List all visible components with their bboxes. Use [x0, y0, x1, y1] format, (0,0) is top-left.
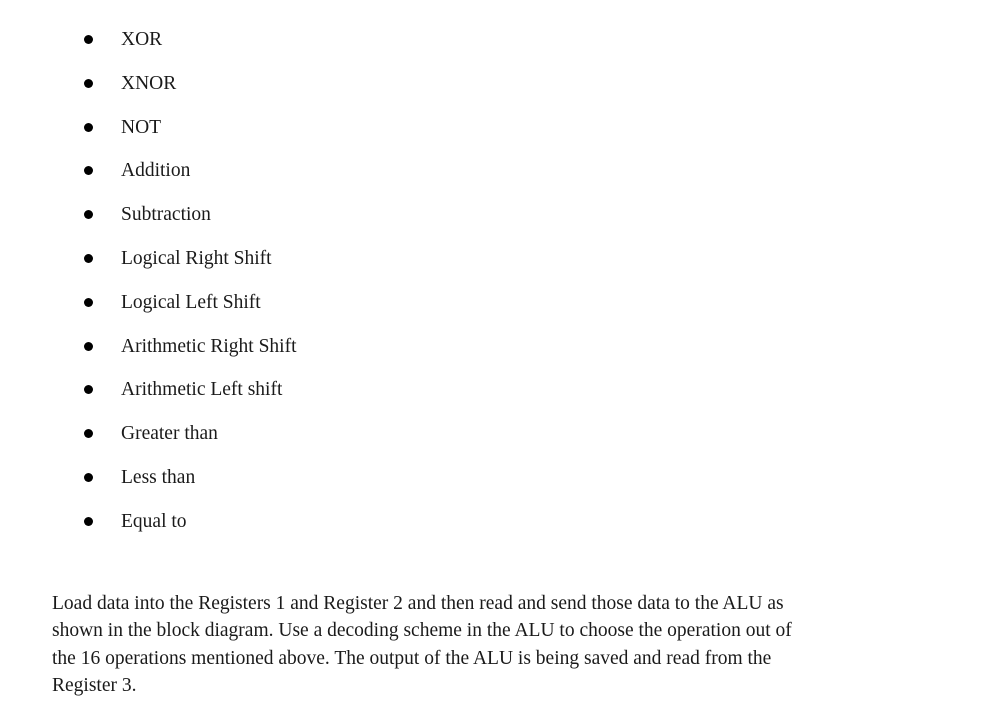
list-item-label: Less than [121, 466, 196, 488]
list-item-label: Addition [121, 160, 191, 182]
bullet-icon [84, 210, 93, 219]
bullet-icon [84, 473, 93, 482]
bullet-icon [84, 429, 93, 438]
list-item-label: Equal to [121, 510, 187, 532]
bullet-icon [84, 385, 93, 394]
bullet-icon [84, 166, 93, 175]
paragraph-line: the 16 operations mentioned above. The output of the ALU is being saved and read from the [52, 647, 772, 669]
bullet-icon [84, 342, 93, 351]
list-item-label: Arithmetic Left shift [121, 379, 283, 401]
list-item-label: Subtraction [121, 204, 211, 226]
paragraph-line: Load data into the Registers 1 and Register 2 and then read and send those data to the ALU as [52, 593, 784, 614]
list-item-label: Greater than [121, 423, 218, 445]
list-item-label: XOR [121, 29, 163, 50]
list-item-label: NOT [121, 116, 162, 138]
bullet-icon [84, 35, 93, 44]
list-item-label: Arithmetic Right Shift [121, 335, 297, 357]
paragraph-line: shown in the block diagram. Use a decoding scheme in the ALU to choose the operation out of [52, 620, 792, 642]
bullet-icon [84, 298, 93, 307]
description-paragraph [52, 590, 932, 699]
bullet-icon [84, 79, 93, 88]
bullet-icon [84, 123, 93, 132]
list-item-label: Logical Left Shift [121, 291, 261, 313]
bullet-icon [84, 517, 93, 526]
bullet-icon [84, 254, 93, 263]
list-item-label: XNOR [121, 72, 177, 94]
list-item-label: Logical Right Shift [121, 247, 272, 269]
paragraph-line: Register 3. [52, 674, 137, 696]
